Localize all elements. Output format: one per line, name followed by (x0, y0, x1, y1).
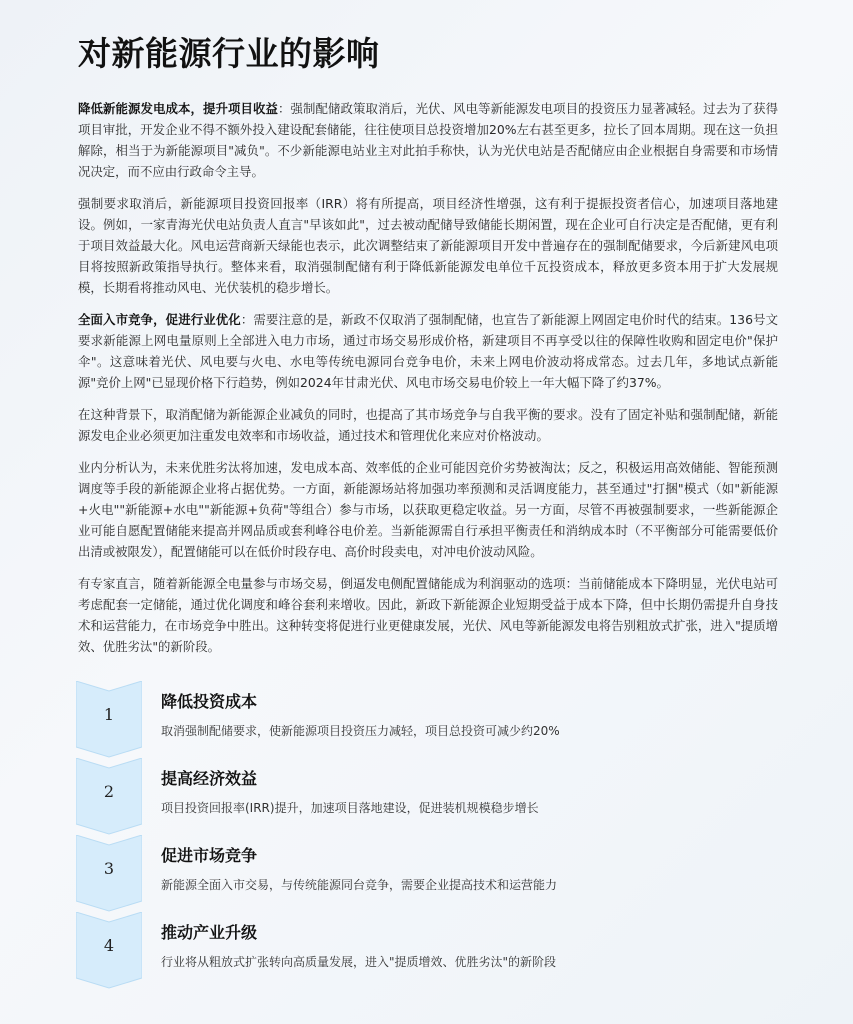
page-title: 对新能源行业的影响 (78, 34, 380, 73)
impact-steps-list (76, 681, 776, 989)
paragraph-irr (78, 193, 778, 298)
paragraph-text: 有专家直言，随着新能源全电量参与市场交易，倒逼发电侧配置储能成为利润驱动的选项：当前储能成本下降明显，光伏电站可考虑配套一定储能，通过优化调度和峰谷套利来增收。因此，新政下新能源企业短期受益于成本下降，但中长期仍需提升自身技术和运营能力，在市场竞争中胜出。这种转变将促进行业更健康发展，光伏、风电等新能源发电将告别粗放式扩张，进入"提质增效、优胜劣汰"的新阶段。 (78, 576, 778, 654)
step-title: 降低投资成本 (161, 692, 258, 711)
step-title: 提高经济效益 (161, 769, 258, 788)
paragraph-text: ：强制配储政策取消后，光伏、风电等新能源发电项目的投资压力显著减轻。过去为了获得项目审批，开发企业不得不额外投入建设配套储能，往往使项目总投资增加20%左右甚至更多，拉长了回本周期。现在这一负担解除，相当于为新能源项目"减负"。不少新能源电站业主对此拍手称快，认为光伏电站是否配储应由企业根据自身需要和市场情况决定，而不应由行政命令主导。 (78, 101, 779, 179)
step-item (76, 758, 776, 824)
paragraph-text: 业内分析认为，未来优胜劣汰将加速，发电成本高、效率低的企业可能因竞价劣势被淘汰；反之，积极运用高效储能、智能预测调度等手段的新能源企业将占据优势。一方面，新能源场站将加强功率预测和灵活调度能力，甚至通过"打捆"模式（如"新能源+火电""新能源+水电""新能源+负荷"等组合）参与市场，以获取更稳定收益。另一方面，尽管不再被强制要求，一些新能源企业可能自愿配置储能来提高并网品质或套利峰谷电价差。当新能源需自行承担平衡责任和消纳成本时（不平衡部分可能需要低价出清或被限发），配置储能可以在低价时段存电、高价时段卖电，对冲电价波动风险。 (78, 460, 778, 559)
paragraph-expert-view (78, 573, 778, 657)
paragraph-text: 在这种背景下，取消配储为新能源企业减负的同时，也提高了其市场竞争与自我平衡的要求。没有了固定补贴和强制配储，新能源发电企业必须更加注重发电效率和市场收益，通过技术和管理优化来应对价格波动。 (78, 407, 778, 443)
paragraph-cost-reduction (78, 98, 778, 182)
step-number: 3 (103, 859, 115, 878)
step-title: 推动产业升级 (161, 923, 258, 942)
paragraph-text: 强制要求取消后，新能源项目投资回报率（IRR）将有所提高，项目经济性增强，这有利于提振投资者信心，加速项目落地建设。例如，一家青海光伏电站负责人直言"早该如此"，过去被动配储导致储能长期闲置，现在企业可自行决定是否配储，更有利于项目效益最大化。风电运营商新天绿能也表示，此次调整结束了新能源项目开发中普遍存在的强制配储要求，今后新建风电项目将按照新政策指导执行。整体来看，取消强制配储有利于降低新能源发电单位千瓦投资成本，释放更多资本用于扩大发展规模，长期看将推动风电、光伏装机的稳步增长。 (78, 196, 778, 295)
document-body (78, 30, 778, 668)
paragraph-text: ：需要注意的是，新政不仅取消了强制配储，也宣告了新能源上网固定电价时代的结束。136号文要求新能源上网电量原则上全部进入电力市场，通过市场交易形成价格，新建项目不再享受以往的保障性收购和固定电价"保护伞"。这意味着光伏、风电要与火电、水电等传统电源同台竞争电价，未来上网电价波动将成常态。过去几年，多地试点新能源"竞价上网"已显现价格下行趋势，例如2024年甘肃光伏、风电市场交易电价较上一年大幅下降了约37%。 (78, 312, 778, 390)
step-number: 1 (103, 705, 115, 724)
step-description: 取消强制配储要求，使新能源项目投资压力减轻，项目总投资可减少约20% (161, 724, 560, 738)
step-number: 2 (103, 782, 115, 801)
paragraph-industry-analysis (78, 457, 778, 562)
step-item (76, 681, 776, 747)
paragraph-market-competition (78, 309, 778, 393)
step-number: 4 (103, 936, 115, 955)
step-description: 新能源全面入市交易，与传统能源同台竞争，需要企业提高技术和运营能力 (161, 878, 558, 892)
step-description: 行业将从粗放式扩张转向高质量发展，进入"提质增效、优胜劣汰"的新阶段 (161, 955, 557, 969)
paragraph-lead: 全面入市竞争，促进行业优化 (78, 312, 241, 327)
paragraph-lead: 降低新能源发电成本，提升项目收益 (78, 101, 279, 116)
step-title: 促进市场竞争 (161, 846, 258, 865)
step-description: 项目投资回报率(IRR)提升，加速项目落地建设，促进装机规模稳步增长 (161, 801, 539, 815)
step-item (76, 912, 776, 978)
step-item (76, 835, 776, 901)
paragraph-background (78, 404, 778, 446)
